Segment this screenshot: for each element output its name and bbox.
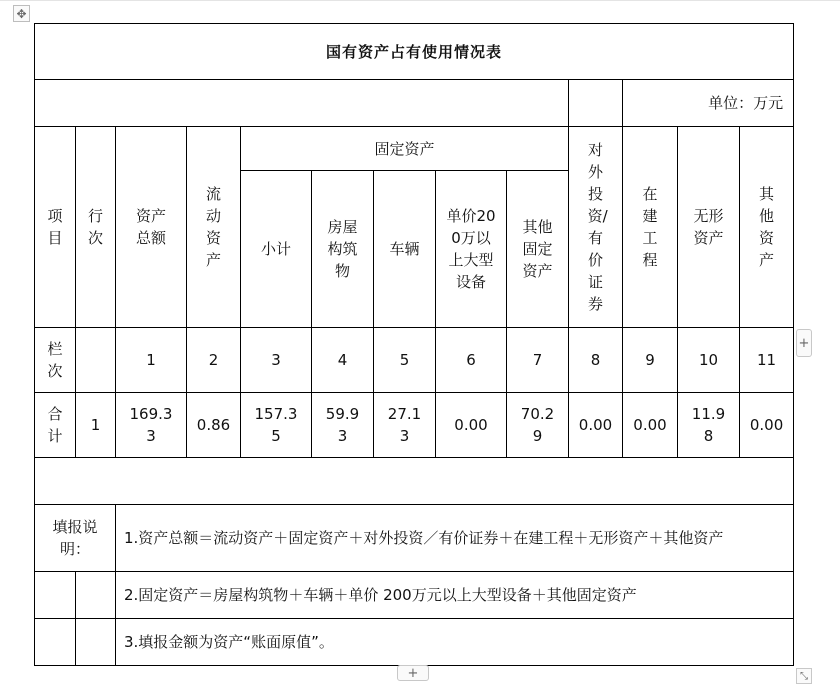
resize-icon: ⤡	[800, 670, 808, 682]
blank-note-cell[interactable]	[76, 619, 116, 666]
header-vehicles: 车辆	[374, 171, 436, 328]
total-value-cell[interactable]: 0.00	[569, 393, 623, 458]
plus-icon: +	[798, 335, 810, 351]
total-value-cell[interactable]: 11.98	[678, 393, 740, 458]
blank-note-cell[interactable]	[35, 619, 76, 666]
column-index-cell: 11	[740, 328, 794, 393]
header-item: 项目	[35, 127, 76, 328]
header-construction: 在建工程	[623, 127, 678, 328]
header-fixed-assets-group: 固定资产	[241, 127, 569, 171]
column-index-cell: 6	[436, 328, 507, 393]
note-item-3: 3.填报金额为资产“账面原值”。	[116, 619, 794, 666]
blank-spacer-row[interactable]	[35, 458, 794, 505]
column-index-cell: 8	[569, 328, 623, 393]
column-index-cell: 9	[623, 328, 678, 393]
total-value-cell[interactable]: 169.33	[116, 393, 187, 458]
total-row-label: 合计	[35, 393, 76, 458]
note-item-2: 2.固定资产＝房屋构筑物＋车辆＋单价 200万元以上大型设备＋其他固定资产	[116, 572, 794, 619]
column-index-label: 栏次	[35, 328, 76, 393]
total-value-cell[interactable]: 0.00	[740, 393, 794, 458]
notes-label: 填报说明：	[35, 505, 116, 572]
blank-note-cell[interactable]	[35, 572, 76, 619]
total-value-cell[interactable]: 27.13	[374, 393, 436, 458]
column-index-row-no[interactable]	[76, 328, 116, 393]
blank-note-cell[interactable]	[76, 572, 116, 619]
column-index-cell: 3	[241, 328, 312, 393]
total-value-cell[interactable]: 0.86	[187, 393, 241, 458]
column-index-cell: 5	[374, 328, 436, 393]
header-large-equipment: 单价200万以上大型设备	[436, 171, 507, 328]
total-value-cell[interactable]: 0.00	[623, 393, 678, 458]
header-other-assets: 其他资产	[740, 127, 794, 328]
add-column-button[interactable]	[796, 329, 812, 357]
table-title: 国有资产占有使用情况表	[35, 24, 794, 80]
blank-header-cell[interactable]	[35, 80, 569, 127]
table-move-handle[interactable]	[13, 5, 30, 22]
blank-header-cell[interactable]	[569, 80, 623, 127]
header-intangible: 无形资产	[678, 127, 740, 328]
total-value-cell[interactable]: 59.93	[312, 393, 374, 458]
add-row-button[interactable]	[397, 665, 429, 681]
column-index-cell: 2	[187, 328, 241, 393]
column-index-cell: 7	[507, 328, 569, 393]
header-current-assets: 流动资产	[187, 127, 241, 328]
column-index-cell: 10	[678, 328, 740, 393]
total-value-cell[interactable]: 0.00	[436, 393, 507, 458]
header-total-assets: 资产总额	[116, 127, 187, 328]
plus-icon: +	[407, 665, 419, 681]
header-other-fixed: 其他固定资产	[507, 171, 569, 328]
total-value-cell[interactable]: 70.29	[507, 393, 569, 458]
page-top-border	[0, 0, 840, 1]
total-row-no: 1	[76, 393, 116, 458]
header-row-no: 行次	[76, 127, 116, 328]
move-icon: ✥	[16, 6, 27, 21]
table-resize-handle[interactable]	[796, 668, 812, 684]
asset-usage-table	[34, 23, 794, 666]
header-investments: 对外投资/有价证券	[569, 127, 623, 328]
header-buildings: 房屋构筑物	[312, 171, 374, 328]
column-index-cell: 1	[116, 328, 187, 393]
column-index-cell: 4	[312, 328, 374, 393]
total-value-cell[interactable]: 157.35	[241, 393, 312, 458]
note-item-1: 1.资产总额＝流动资产＋固定资产＋对外投资／有价证券＋在建工程＋无形资产＋其他资产	[116, 505, 794, 572]
unit-label: 单位：万元	[623, 80, 794, 127]
header-subtotal: 小计	[241, 171, 312, 328]
